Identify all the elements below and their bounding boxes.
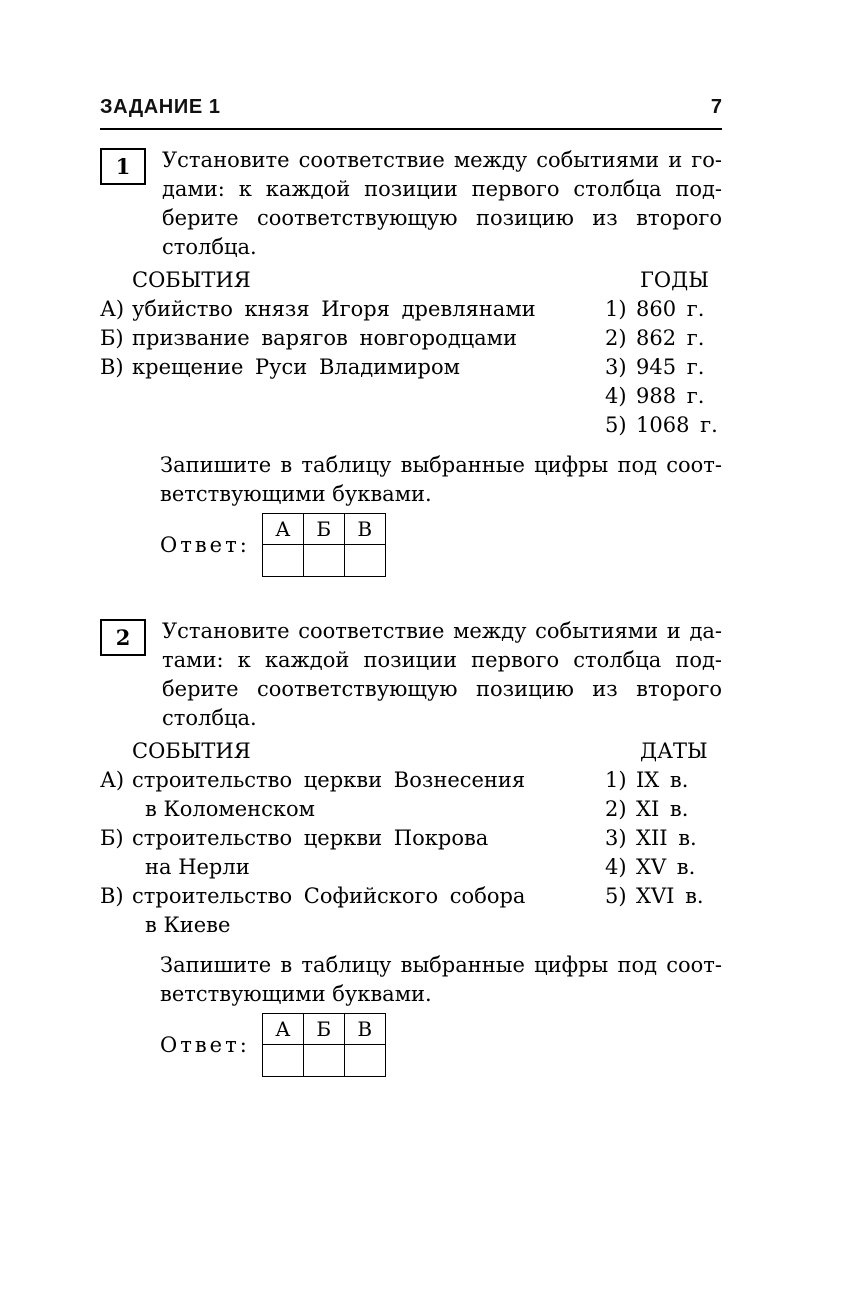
event-text — [132, 766, 605, 824]
section-title: ЗАДАНИЕ 1 — [100, 96, 221, 118]
right-column-header: ДАТЫ — [640, 739, 708, 763]
event-text — [132, 824, 605, 882]
option-text: IX в. — [636, 768, 689, 792]
matching-columns — [100, 266, 722, 440]
option-item — [605, 295, 722, 324]
matching-columns — [100, 737, 722, 940]
event-letter: В) — [100, 884, 124, 908]
tasks-container — [100, 146, 722, 1077]
event-text-line: на Нерли — [145, 855, 250, 879]
option-item — [605, 882, 722, 911]
statement-line: столбца. — [162, 706, 257, 730]
answer-cell — [344, 545, 385, 577]
task-block — [100, 617, 722, 1077]
answer-table-header-row — [262, 514, 385, 545]
event-item — [100, 324, 605, 353]
statement-line: столбца. — [162, 235, 257, 259]
answer-label: Ответ: — [160, 533, 250, 557]
task-head — [100, 146, 722, 262]
option-number: 5) — [605, 884, 627, 908]
left-column-header: СОБЫТИЯ — [132, 739, 251, 763]
answer-table-header-row — [262, 1014, 385, 1045]
events-column — [100, 266, 605, 440]
answer-column-letter: В — [344, 514, 385, 545]
instruction-line: Запишите в таблицу выбранные цифры под соот- — [160, 453, 722, 477]
event-text-line: строительство церкви Покрова — [132, 826, 489, 850]
option-item — [605, 853, 722, 882]
answer-section — [160, 1013, 722, 1077]
event-item — [100, 882, 605, 940]
answer-column-letter: А — [262, 514, 303, 545]
answer-table-input-row — [262, 545, 385, 577]
option-number: 1) — [605, 297, 627, 321]
option-number: 2) — [605, 326, 627, 350]
event-text-line: в Коломенском — [145, 797, 315, 821]
task-head — [100, 617, 722, 733]
statement-line: берите соответствующую позицию из второго — [162, 677, 722, 701]
option-text: XII в. — [636, 826, 697, 850]
option-item — [605, 324, 722, 353]
event-text — [132, 353, 605, 382]
option-text: XV в. — [636, 855, 696, 879]
options-list — [605, 295, 722, 440]
option-number: 2) — [605, 797, 627, 821]
event-item — [100, 353, 605, 382]
event-letter: А) — [100, 768, 125, 792]
answer-column-letter: Б — [303, 1014, 344, 1045]
event-text-line: строительство Софийского собора — [132, 884, 526, 908]
instruction-line: ветствующими буквами. — [160, 982, 432, 1006]
option-item — [605, 382, 722, 411]
option-text: 945 г. — [636, 355, 705, 379]
answer-table-input-row — [262, 1045, 385, 1077]
answer-table — [262, 1013, 386, 1077]
answer-table-body — [262, 1014, 385, 1077]
event-text-line: в Киеве — [145, 913, 231, 937]
task-statement — [162, 146, 722, 262]
event-text-line: крещение Руси Владимиром — [132, 355, 460, 379]
option-text: 862 г. — [636, 326, 705, 350]
page-header — [100, 96, 722, 130]
option-number: 4) — [605, 855, 627, 879]
events-list — [100, 295, 605, 382]
answer-cell — [303, 545, 344, 577]
option-text: 860 г. — [636, 297, 705, 321]
page-number: 7 — [710, 96, 722, 118]
option-number: 3) — [605, 826, 627, 850]
answer-column-letter: В — [344, 1014, 385, 1045]
event-letter: В) — [100, 355, 124, 379]
statement-line: берите соответствующую позицию из второго — [162, 206, 722, 230]
statement-line: дами: к каждой позиции первого столбца под- — [162, 177, 722, 201]
left-column-header: СОБЫТИЯ — [132, 268, 251, 292]
statement-line: Установите соответствие между событиями и го- — [162, 148, 722, 172]
option-item — [605, 795, 722, 824]
instruction-line: Запишите в таблицу выбранные цифры под соот- — [160, 953, 722, 977]
option-number: 1) — [605, 768, 627, 792]
event-item — [100, 824, 605, 882]
task-number-box: 1 — [100, 148, 146, 185]
right-column-header: ГОДЫ — [640, 268, 709, 292]
option-item — [605, 353, 722, 382]
task-block — [100, 146, 722, 577]
option-item — [605, 824, 722, 853]
event-text — [132, 882, 605, 940]
task-number-box: 2 — [100, 619, 146, 656]
statement-line: тами: к каждой позиции первого столбца под- — [162, 648, 722, 672]
answer-table-body — [262, 514, 385, 577]
event-text-line: призвание варягов новгородцами — [132, 326, 517, 350]
options-list — [605, 766, 722, 911]
instruction — [160, 951, 722, 1009]
event-letter: А) — [100, 297, 125, 321]
instruction-line: ветствующими буквами. — [160, 482, 432, 506]
statement-line: Установите соответствие между событиями и да- — [162, 619, 722, 643]
answer-table — [262, 513, 386, 577]
option-number: 5) — [605, 413, 627, 437]
answer-cell — [262, 1045, 303, 1077]
event-text-line: строительство церкви Вознесения — [132, 768, 526, 792]
option-text: XI в. — [636, 797, 689, 821]
event-text — [132, 324, 605, 353]
event-text — [132, 295, 605, 324]
answer-label: Ответ: — [160, 1033, 250, 1057]
task-statement — [162, 617, 722, 733]
event-letter: Б) — [100, 326, 124, 350]
event-item — [100, 295, 605, 324]
answer-column-letter: А — [262, 1014, 303, 1045]
event-letter: Б) — [100, 826, 124, 850]
events-list — [100, 766, 605, 940]
events-column — [100, 737, 605, 940]
option-text: 988 г. — [636, 384, 705, 408]
event-text-line: убийство князя Игоря древлянами — [132, 297, 536, 321]
option-number: 4) — [605, 384, 627, 408]
options-column — [605, 737, 722, 940]
answer-cell — [344, 1045, 385, 1077]
answer-cell — [303, 1045, 344, 1077]
answer-column-letter: Б — [303, 514, 344, 545]
option-item — [605, 766, 722, 795]
answer-cell — [262, 545, 303, 577]
option-number: 3) — [605, 355, 627, 379]
options-column — [605, 266, 722, 440]
answer-section — [160, 513, 722, 577]
instruction — [160, 451, 722, 509]
option-text: XVI в. — [636, 884, 704, 908]
event-item — [100, 766, 605, 824]
option-item — [605, 411, 722, 440]
option-text: 1068 г. — [636, 413, 718, 437]
